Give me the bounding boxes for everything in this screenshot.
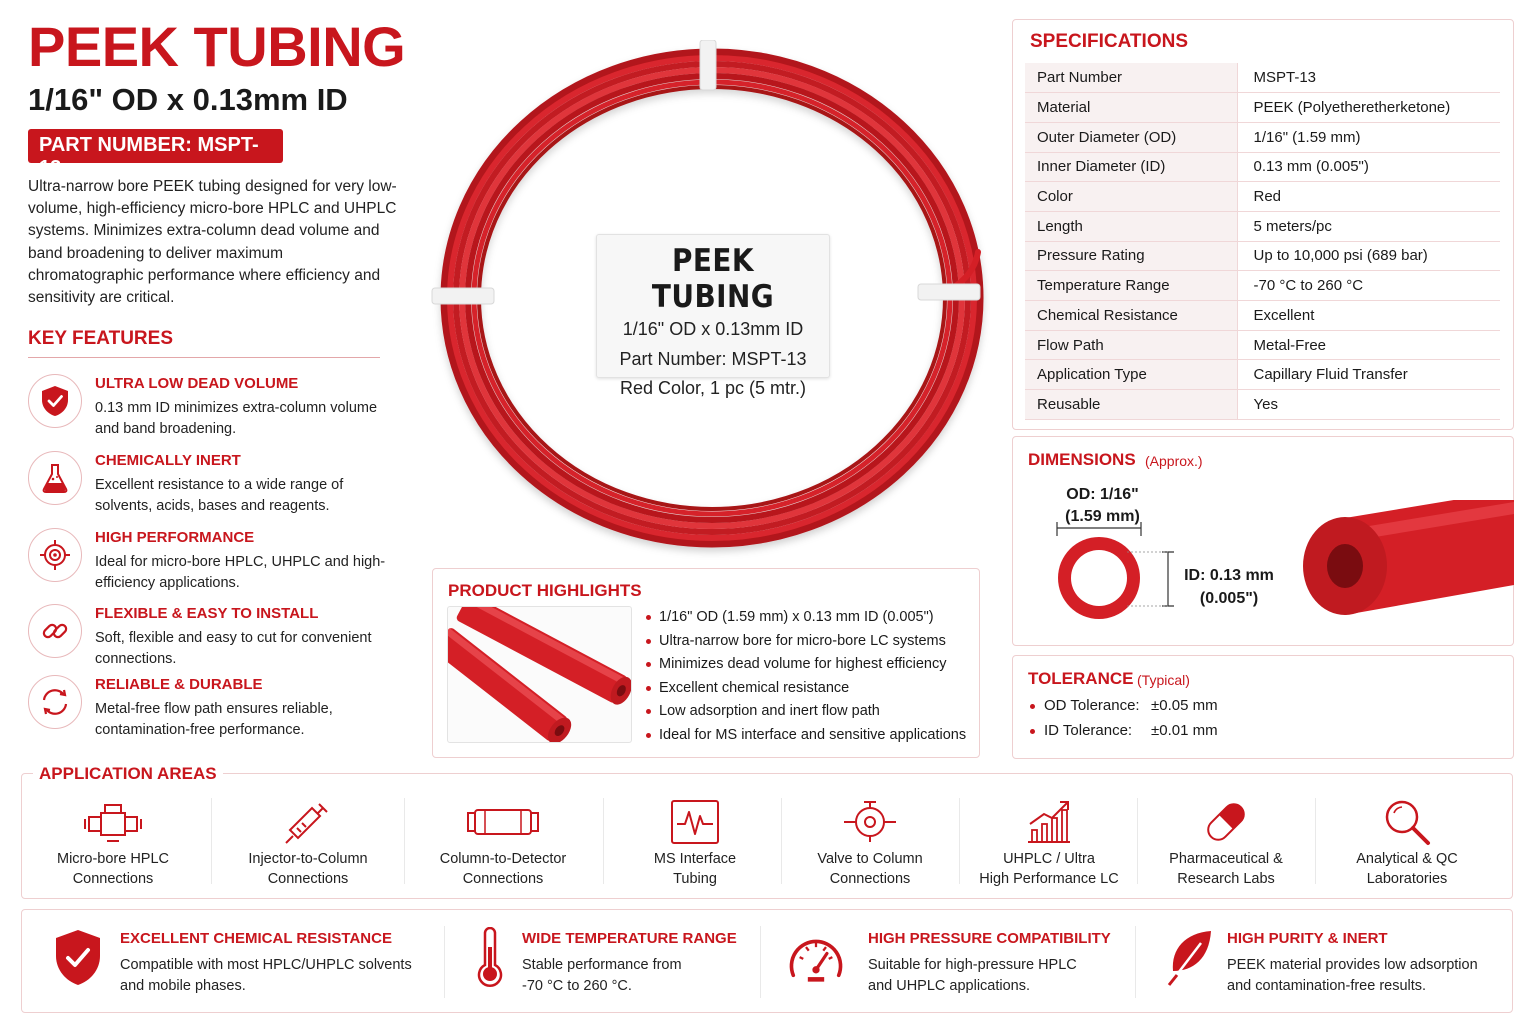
table-row xyxy=(1025,330,1500,360)
applications-title: APPLICATION AREAS xyxy=(33,764,223,784)
spec-value: Up to 10,000 psi (689 bar) xyxy=(1237,241,1500,271)
leaf-icon xyxy=(1160,922,1220,994)
application-item xyxy=(1327,796,1487,892)
highlights-list xyxy=(646,606,976,748)
spec-value: Capillary Fluid Transfer xyxy=(1237,360,1500,390)
divider xyxy=(959,798,960,884)
gauge-icon xyxy=(786,922,846,994)
spec-value: 1/16" (1.59 mm) xyxy=(1237,122,1500,152)
od-label-line: (1.59 mm) xyxy=(1065,508,1140,525)
label-title: PEEK TUBING xyxy=(651,243,775,315)
target-icon xyxy=(28,528,82,582)
spec-key: Temperature Range xyxy=(1025,271,1237,301)
benefit-title: WIDE TEMPERATURE RANGE xyxy=(522,930,737,947)
benefit-desc-line: Compatible with most HPLC/UHPLC solvents xyxy=(120,957,412,973)
fitting-icon xyxy=(33,796,193,848)
application-item xyxy=(413,796,593,892)
benefit-desc-line: -70 °C to 260 °C. xyxy=(522,978,632,994)
benefit-title: EXCELLENT CHEMICAL RESISTANCE xyxy=(120,930,392,947)
feature-desc: 0.13 mm ID minimizes extra-column volume and band broadening. xyxy=(95,400,378,437)
benefit-desc xyxy=(1227,955,1478,997)
application-label: Valve to Column xyxy=(817,851,923,867)
table-row xyxy=(1025,390,1500,420)
application-label: Micro-bore HPLC xyxy=(57,851,169,867)
application-label: Connections xyxy=(267,870,349,887)
benefit-desc-line: Suitable for high-pressure HPLC xyxy=(868,957,1077,973)
spec-key: Reusable xyxy=(1025,390,1237,420)
table-row xyxy=(1025,271,1500,301)
spec-key: Inner Diameter (ID) xyxy=(1025,152,1237,182)
bullet-icon xyxy=(1030,729,1035,734)
table-row xyxy=(1025,360,1500,390)
table-row xyxy=(1025,152,1500,182)
capsule-icon xyxy=(1146,796,1306,848)
spec-value: PEEK (Polyetheretherketone) xyxy=(1237,93,1500,123)
feature-title: RELIABLE & DURABLE xyxy=(95,676,263,693)
flask-icon xyxy=(28,451,82,505)
spec-value: 0.13 mm (0.005") xyxy=(1237,152,1500,182)
list-item: 1/16" OD (1.59 mm) x 0.13 mm ID (0.005") xyxy=(646,606,976,630)
spec-value: Excellent xyxy=(1237,301,1500,331)
page-title: PEEK TUBING xyxy=(28,15,406,78)
benefit-title: HIGH PRESSURE COMPATIBILITY xyxy=(868,930,1111,947)
application-item xyxy=(33,796,193,892)
spec-value: -70 °C to 260 °C xyxy=(1237,271,1500,301)
table-row xyxy=(1025,122,1500,152)
divider xyxy=(444,926,445,998)
spec-key: Pressure Rating xyxy=(1025,241,1237,271)
highlights-title: PRODUCT HIGHLIGHTS xyxy=(448,581,642,600)
link-icon xyxy=(28,604,82,658)
application-item xyxy=(965,796,1133,892)
divider xyxy=(1315,798,1316,884)
tolerance-subtitle: (Typical) xyxy=(1137,672,1190,688)
divider xyxy=(404,798,405,884)
table-row xyxy=(1025,182,1500,212)
spec-value: Red xyxy=(1237,182,1500,212)
application-item xyxy=(615,796,775,892)
application-label: Connections xyxy=(829,870,911,887)
list-item: Excellent chemical resistance xyxy=(646,677,976,701)
specifications-table xyxy=(1025,63,1500,420)
benefit-desc-line: Stable performance from xyxy=(522,957,682,973)
benefit-desc-line: and mobile phases. xyxy=(120,978,246,994)
tolerance-value: ±0.01 mm xyxy=(1151,722,1218,739)
application-item xyxy=(790,796,950,892)
tube-closeup-image xyxy=(447,606,632,743)
spec-key: Application Type xyxy=(1025,360,1237,390)
feature-title: FLEXIBLE & EASY TO INSTALL xyxy=(95,605,319,622)
application-label: Analytical & QC xyxy=(1356,851,1458,867)
id-label-line: (0.005") xyxy=(1199,590,1259,607)
feature-item xyxy=(28,528,398,598)
divider xyxy=(781,798,782,884)
benefit-title: HIGH PURITY & INERT xyxy=(1227,930,1388,947)
part-number-badge: PART NUMBER: MSPT-13 xyxy=(28,129,283,163)
feature-desc: Excellent resistance to a wide range of solvents, acids, bases and reagents. xyxy=(95,477,344,514)
benefit-desc xyxy=(522,955,682,997)
divider xyxy=(211,798,212,884)
feature-item xyxy=(28,675,398,745)
feature-item xyxy=(28,374,398,444)
od-label xyxy=(1065,484,1140,528)
tolerance-label: ID Tolerance: xyxy=(1044,722,1133,739)
tolerance-label: OD Tolerance: xyxy=(1044,697,1140,714)
divider xyxy=(1137,798,1138,884)
cycle-icon xyxy=(28,675,82,729)
feature-title: HIGH PERFORMANCE xyxy=(95,529,255,546)
divider xyxy=(1135,926,1136,998)
feature-desc: Soft, flexible and easy to cut for convenient connections. xyxy=(95,630,372,667)
product-label xyxy=(596,234,830,398)
feature-desc: Ideal for micro-bore HPLC, UHPLC and high-efficiency applications. xyxy=(95,554,386,591)
table-row xyxy=(1025,63,1500,93)
application-item xyxy=(1146,796,1306,892)
application-label: Connections xyxy=(72,870,154,887)
spec-key: Part Number xyxy=(1025,63,1237,93)
divider xyxy=(28,357,380,358)
spec-value: 5 meters/pc xyxy=(1237,211,1500,241)
feature-item xyxy=(28,604,398,674)
table-row xyxy=(1025,93,1500,123)
shield-check-icon xyxy=(48,922,108,994)
syringe-icon xyxy=(218,796,398,848)
id-label xyxy=(1183,564,1275,610)
benefit-item xyxy=(460,922,750,1002)
benefit-desc xyxy=(868,955,1077,997)
spec-value: Yes xyxy=(1237,390,1500,420)
tolerance-value: ±0.05 mm xyxy=(1151,697,1218,714)
application-label: MS Interface xyxy=(653,851,737,867)
list-item: Ideal for MS interface and sensitive applications xyxy=(646,724,976,748)
table-row xyxy=(1025,241,1500,271)
dimensions-title: DIMENSIONS xyxy=(1028,450,1136,469)
spec-key: Chemical Resistance xyxy=(1025,301,1237,331)
list-item: Low adsorption and inert flow path xyxy=(646,700,976,724)
application-label: Tubing xyxy=(673,870,717,887)
feature-title: ULTRA LOW DEAD VOLUME xyxy=(95,375,299,392)
application-item xyxy=(218,796,398,892)
table-row xyxy=(1025,301,1500,331)
application-label: Pharmaceutical & xyxy=(1169,851,1283,867)
benefit-desc-line: and UHPLC applications. xyxy=(868,978,1031,994)
benefit-item xyxy=(786,922,1126,1002)
magnifier-icon xyxy=(1327,796,1487,848)
bullet-icon xyxy=(1030,704,1035,709)
benefit-item xyxy=(1160,922,1500,1002)
table-row xyxy=(1025,211,1500,241)
feature-desc: Metal-free flow path ensures reliable, contamination-free performance. xyxy=(95,701,333,738)
benefit-item xyxy=(48,922,438,1002)
tolerance-row xyxy=(1030,722,1218,739)
spec-key: Length xyxy=(1025,211,1237,241)
spec-key: Material xyxy=(1025,93,1237,123)
page-subtitle: 1/16" OD x 0.13mm ID xyxy=(28,82,348,117)
key-features-title: KEY FEATURES xyxy=(28,328,173,349)
application-label: UHPLC / Ultra xyxy=(1003,851,1095,867)
feature-title: CHEMICALLY INERT xyxy=(95,452,241,469)
id-label-line: ID: 0.13 mm xyxy=(1184,567,1274,584)
column-icon xyxy=(413,796,593,848)
feature-item xyxy=(28,451,398,521)
application-label: Laboratories xyxy=(1366,870,1448,887)
benefit-desc xyxy=(120,955,412,997)
spec-key: Flow Path xyxy=(1025,330,1237,360)
tolerance-title: TOLERANCE xyxy=(1028,669,1134,688)
benefit-desc-line: and contamination-free results. xyxy=(1227,978,1427,994)
shield-check-icon xyxy=(28,374,82,428)
spec-key: Color xyxy=(1025,182,1237,212)
application-label: Column-to-Detector xyxy=(439,851,567,867)
specifications-title: SPECIFICATIONS xyxy=(1030,31,1188,52)
label-line: Part Number: MSPT-13 xyxy=(619,348,807,369)
application-label: Connections xyxy=(462,870,544,887)
od-label-line: OD: 1/16" xyxy=(1066,486,1139,503)
spec-value: Metal-Free xyxy=(1237,330,1500,360)
intro-text: Ultra-narrow bore PEEK tubing designed for very low-volume, high-efficiency micro-bore HPLC and UHPLC systems. Minimizes extra-column dead volume and band broadening to deliver maximum chromatographic performance where efficiency and sensitivity are critical. xyxy=(28,178,397,307)
divider xyxy=(603,798,604,884)
benefit-desc-line: PEEK material provides low adsorption xyxy=(1227,957,1478,973)
label-line: 1/16" OD x 0.13mm ID xyxy=(622,319,804,339)
signal-monitor-icon xyxy=(615,796,775,848)
dimensions-subtitle: (Approx.) xyxy=(1145,453,1203,469)
application-label: Research Labs xyxy=(1177,870,1275,887)
spec-value: MSPT-13 xyxy=(1237,63,1500,93)
list-item: Ultra-narrow bore for micro-bore LC systems xyxy=(646,630,976,654)
tolerance-row xyxy=(1030,697,1218,714)
thermometer-icon xyxy=(460,922,520,994)
valve-icon xyxy=(790,796,950,848)
application-label: Injector-to-Column xyxy=(248,851,368,867)
application-label: High Performance LC xyxy=(979,870,1119,887)
list-item: Minimizes dead volume for highest efficiency xyxy=(646,653,976,677)
label-line: Red Color, 1 pc (5 mtr.) xyxy=(619,378,807,398)
spec-key: Outer Diameter (OD) xyxy=(1025,122,1237,152)
growth-chart-icon xyxy=(965,796,1133,848)
divider xyxy=(760,926,761,998)
